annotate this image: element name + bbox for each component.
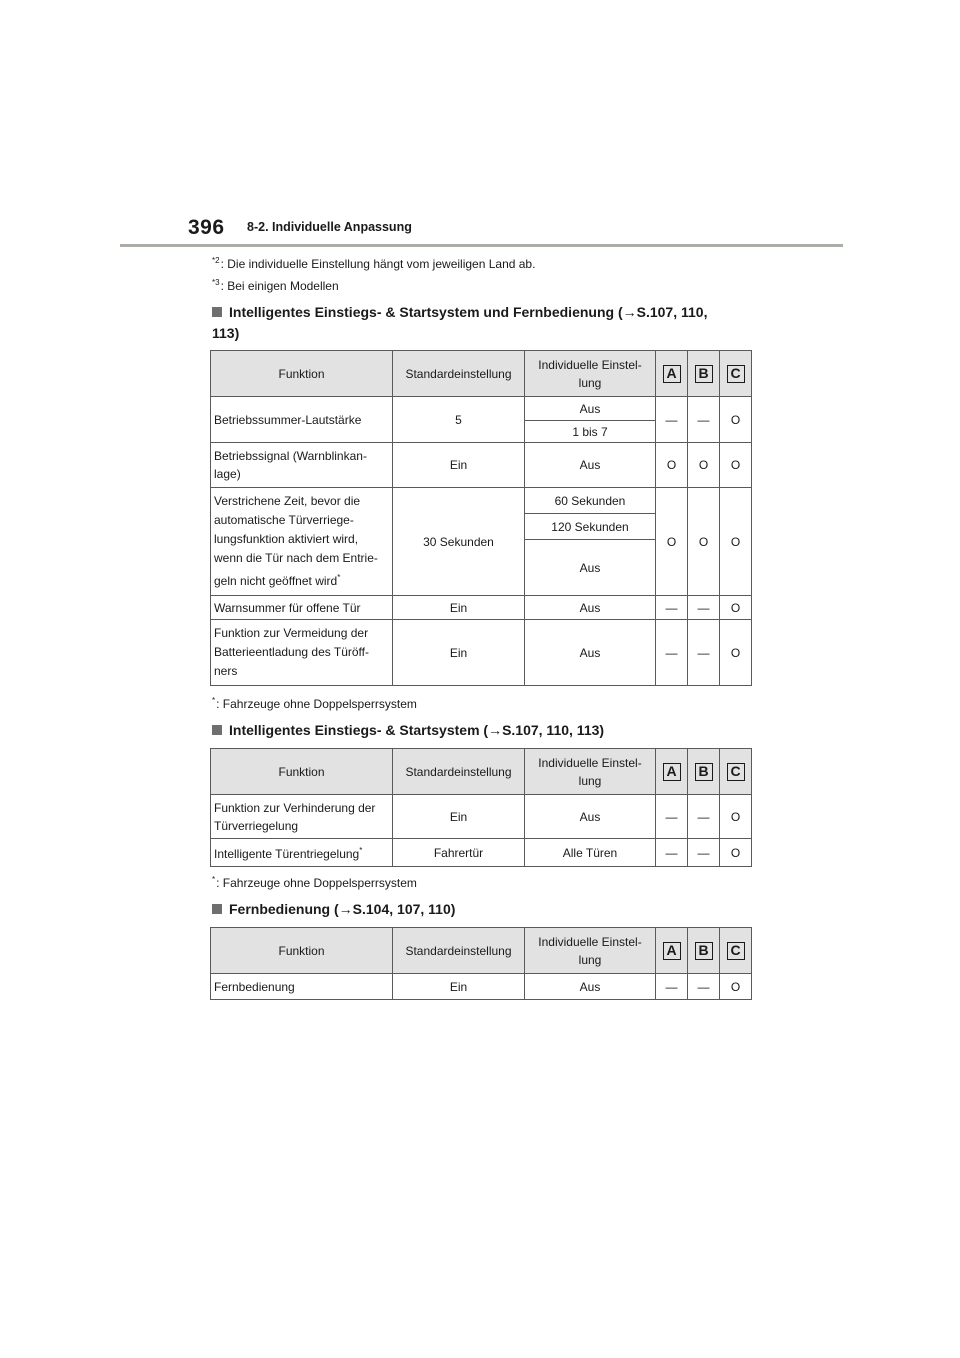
cell-a: O bbox=[656, 443, 688, 488]
table-row bbox=[211, 839, 752, 867]
footnote-marker: * bbox=[212, 696, 216, 705]
col-header-c bbox=[720, 928, 752, 974]
table1-footnote bbox=[212, 696, 417, 711]
cell-line: Betriebssignal (Warnblinkan- bbox=[214, 449, 367, 463]
col-header-c bbox=[720, 749, 752, 795]
section3-title: Fernbedienung (→S.104, 107, 110) bbox=[229, 901, 456, 917]
cell-b: O bbox=[688, 488, 720, 596]
cell-individuell: 1 bis 7 bbox=[525, 421, 656, 443]
cell-b: — bbox=[688, 596, 720, 620]
col-header-line1: Individuelle Einstel- bbox=[538, 934, 642, 949]
section3-heading bbox=[212, 899, 752, 920]
table-row bbox=[211, 596, 752, 620]
table-row bbox=[211, 795, 752, 839]
col-header-standard: Standardeinstellung bbox=[393, 351, 525, 397]
cell-funktion bbox=[211, 620, 393, 686]
col-header-individuell bbox=[525, 749, 656, 795]
letter-a-box: A bbox=[663, 942, 681, 960]
cell-a: — bbox=[656, 596, 688, 620]
footnote-text: : Die individuelle Einstellung hängt vom jeweiligen Land ab. bbox=[220, 257, 536, 271]
footnote-text: : Fahrzeuge ohne Doppelsperrsystem bbox=[216, 876, 417, 890]
footnote-marker: *3 bbox=[212, 278, 220, 287]
col-header-line2: lung bbox=[578, 952, 602, 967]
footnote-marker: * bbox=[359, 846, 363, 855]
letter-b-box: B bbox=[695, 942, 713, 960]
section-title: 8-2. Individuelle Anpassung bbox=[247, 220, 412, 234]
cell-individuell: Aus bbox=[525, 795, 656, 839]
cell-funktion: Warnsummer für offene Tür bbox=[211, 596, 393, 620]
section2-title: Intelligentes Einstiegs- & Startsystem (→S.107, 110, 113) bbox=[229, 722, 605, 738]
cell-individuell: Alle Türen bbox=[525, 839, 656, 867]
cell-individuell: Aus bbox=[525, 540, 656, 596]
cell-standard: Ein bbox=[393, 620, 525, 686]
cell-b: — bbox=[688, 620, 720, 686]
letter-a-box: A bbox=[663, 365, 681, 383]
cell-funktion bbox=[211, 795, 393, 839]
cell-standard: Ein bbox=[393, 974, 525, 1000]
col-header-b bbox=[688, 749, 720, 795]
table2-footnote bbox=[212, 875, 417, 890]
letter-c-box: C bbox=[727, 942, 745, 960]
cell-c: O bbox=[720, 795, 752, 839]
col-header-funktion: Funktion bbox=[211, 749, 393, 795]
col-header-individuell bbox=[525, 351, 656, 397]
cell-funktion bbox=[211, 839, 393, 867]
cell-individuell: Aus bbox=[525, 596, 656, 620]
cell-line: lungsfunktion aktiviert wird, bbox=[214, 532, 359, 546]
cell-line: lage) bbox=[214, 467, 241, 481]
cell-individuell: Aus bbox=[525, 620, 656, 686]
col-header-line1: Individuelle Einstel- bbox=[538, 357, 642, 372]
cell-b: — bbox=[688, 974, 720, 1000]
cell-individuell: Aus bbox=[525, 443, 656, 488]
cell-b: — bbox=[688, 839, 720, 867]
col-header-c bbox=[720, 351, 752, 397]
footnote-text: : Fahrzeuge ohne Doppelsperrsystem bbox=[216, 697, 417, 711]
cell-standard: 5 bbox=[393, 397, 525, 443]
cell-line: geln nicht geöffnet wird bbox=[214, 574, 338, 588]
col-header-line2: lung bbox=[578, 773, 602, 788]
cell-line: Funktion zur Vermeidung der bbox=[214, 626, 369, 640]
cell-individuell: 120 Sekunden bbox=[525, 514, 656, 540]
cell-line: automatische Türverriege- bbox=[214, 513, 354, 527]
cell-funktion bbox=[211, 443, 393, 488]
table-row bbox=[211, 488, 752, 514]
col-header-standard: Standardeinstellung bbox=[393, 749, 525, 795]
cell-b: — bbox=[688, 795, 720, 839]
col-header-line2: lung bbox=[578, 375, 602, 390]
cell-text: Intelligente Türentriegelung bbox=[214, 847, 360, 861]
section2-heading bbox=[212, 720, 752, 741]
cell-c: O bbox=[720, 596, 752, 620]
col-header-b bbox=[688, 351, 720, 397]
col-header-a bbox=[656, 928, 688, 974]
cell-standard: Ein bbox=[393, 443, 525, 488]
settings-table-2 bbox=[210, 748, 752, 867]
table-row bbox=[211, 397, 752, 421]
square-bullet-icon bbox=[212, 904, 222, 914]
cell-a: O bbox=[656, 488, 688, 596]
col-header-funktion: Funktion bbox=[211, 928, 393, 974]
col-header-a bbox=[656, 749, 688, 795]
cell-c: O bbox=[720, 443, 752, 488]
col-header-funktion: Funktion bbox=[211, 351, 393, 397]
cell-funktion bbox=[211, 488, 393, 596]
cell-b: — bbox=[688, 397, 720, 443]
cell-c: O bbox=[720, 620, 752, 686]
cell-line: Funktion zur Verhinderung der bbox=[214, 800, 376, 815]
table-header-row bbox=[211, 928, 752, 974]
footnote-marker: * bbox=[212, 875, 216, 884]
cell-c: O bbox=[720, 488, 752, 596]
header-rule bbox=[120, 244, 843, 247]
cell-individuell: Aus bbox=[525, 397, 656, 421]
footnote-text: : Bei einigen Modellen bbox=[220, 279, 339, 293]
cell-line: ners bbox=[214, 664, 238, 678]
cell-a: — bbox=[656, 795, 688, 839]
page-number: 396 bbox=[188, 216, 225, 239]
col-header-line1: Individuelle Einstel- bbox=[538, 755, 642, 770]
table-header-row bbox=[211, 351, 752, 397]
cell-line: Batterieentladung des Türöff- bbox=[214, 645, 369, 659]
letter-a-box: A bbox=[663, 763, 681, 781]
cell-standard: Ein bbox=[393, 795, 525, 839]
table-row bbox=[211, 974, 752, 1000]
table-row bbox=[211, 620, 752, 686]
col-header-a bbox=[656, 351, 688, 397]
cell-a: — bbox=[656, 620, 688, 686]
cell-b: O bbox=[688, 443, 720, 488]
square-bullet-icon bbox=[212, 725, 222, 735]
cell-individuell: 60 Sekunden bbox=[525, 488, 656, 514]
col-header-individuell bbox=[525, 928, 656, 974]
cell-standard: Ein bbox=[393, 596, 525, 620]
cell-funktion: Fernbedienung bbox=[211, 974, 393, 1000]
cell-individuell: Aus bbox=[525, 974, 656, 1000]
section1-title-line1: Intelligentes Einstiegs- & Startsystem und Fernbedienung (→S.107, 110, bbox=[229, 304, 708, 320]
table-header-row bbox=[211, 749, 752, 795]
footnote-marker: *2 bbox=[212, 256, 220, 265]
cell-c: O bbox=[720, 397, 752, 443]
cell-funktion: Betriebssummer-Lautstärke bbox=[211, 397, 393, 443]
cell-line: Verstrichene Zeit, bevor die bbox=[214, 494, 361, 508]
section1-heading bbox=[212, 302, 752, 344]
settings-table-3 bbox=[210, 927, 752, 1000]
cell-line: wenn die Tür nach dem Entrie- bbox=[214, 551, 378, 565]
footnote-2 bbox=[212, 256, 535, 271]
cell-a: — bbox=[656, 839, 688, 867]
section1-title-line2: 113) bbox=[212, 325, 240, 341]
letter-c-box: C bbox=[727, 763, 745, 781]
footnote-3 bbox=[212, 278, 339, 293]
cell-a: — bbox=[656, 974, 688, 1000]
col-header-standard: Standardeinstellung bbox=[393, 928, 525, 974]
cell-c: O bbox=[720, 839, 752, 867]
table-row bbox=[211, 443, 752, 488]
settings-table-1 bbox=[210, 350, 752, 686]
cell-standard: Fahrertür bbox=[393, 839, 525, 867]
cell-line: Türverriegelung bbox=[214, 818, 299, 833]
cell-a: — bbox=[656, 397, 688, 443]
letter-c-box: C bbox=[727, 365, 745, 383]
cell-c: O bbox=[720, 974, 752, 1000]
cell-standard: 30 Sekunden bbox=[393, 488, 525, 596]
letter-b-box: B bbox=[695, 365, 713, 383]
col-header-b bbox=[688, 928, 720, 974]
letter-b-box: B bbox=[695, 763, 713, 781]
square-bullet-icon bbox=[212, 307, 222, 317]
footnote-marker: * bbox=[337, 573, 341, 582]
